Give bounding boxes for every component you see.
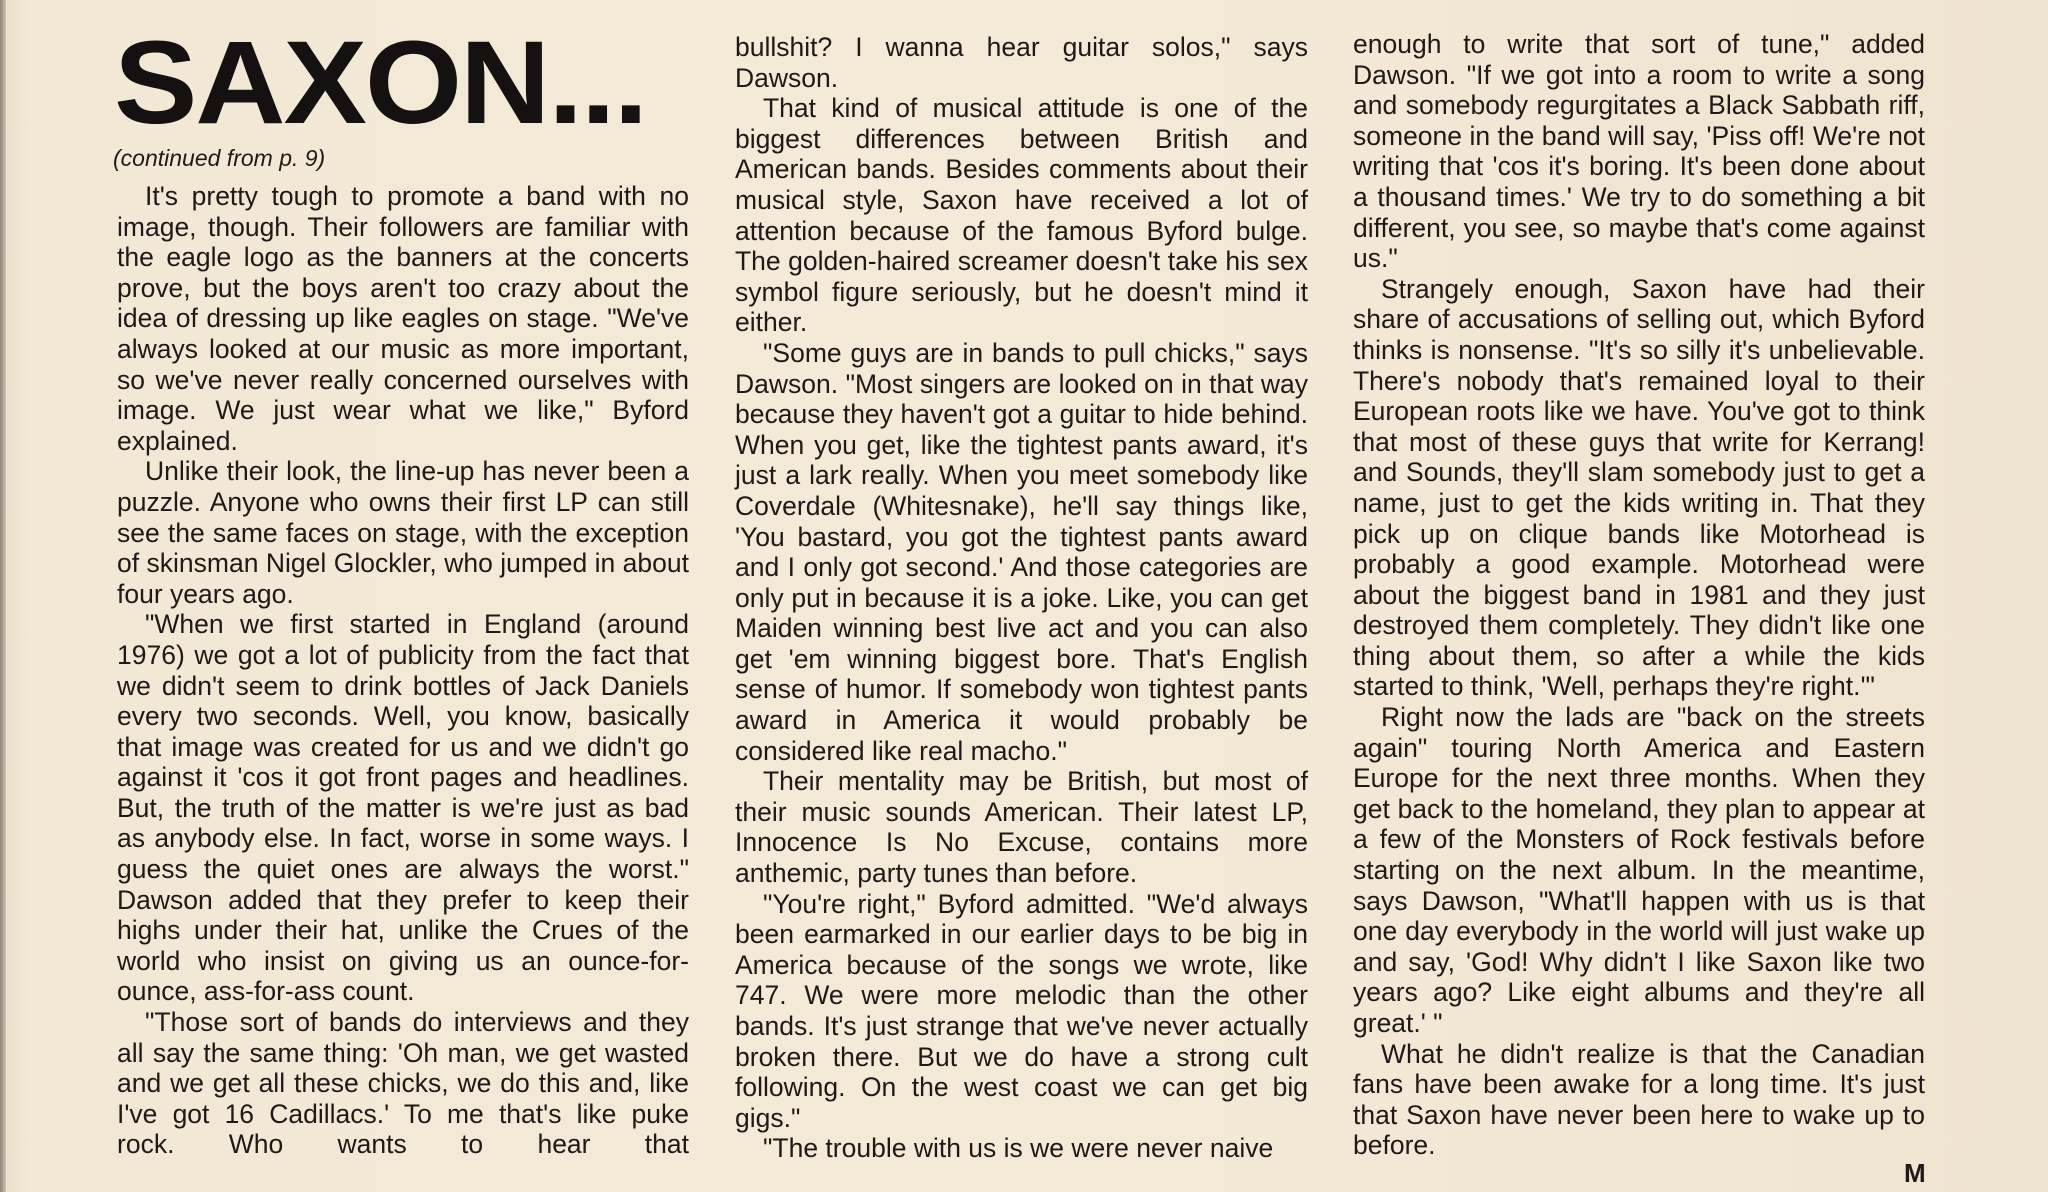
paragraph: "The trouble with us is we were never naive — [763, 1133, 1274, 1164]
text-column-2 — [735, 32, 1308, 1164]
paragraph: What he didn't realize is that the Canadian fans have been awake for a long time. It's just that Saxon have never been here to wake up to before. — [1353, 1038, 1925, 1161]
paragraph: Strangely enough, Saxon have had their share of accusations of selling out, which Byford thinks is nonsense. "It's so silly it's unbelievable. There's nobody that's remained loyal to their European roots like we have. You've got to think that most of these guys that write for Kerrang! and Sounds, they'll slam somebody just to get a name, just to get the kids writing in. That they pick up on clique bands like Motorhead is probably a good example. Motorhead were about the biggest band in 1981 and they just destroyed them completely. They didn't like one thing about them, so after a while the kids started to think, 'Well, perhaps they're right.'" — [1353, 273, 1925, 702]
text-column-3 — [1353, 29, 1925, 1161]
paragraph: Their mentality may be British, but most of their music sounds American. Their latest LP, Innocence Is No Excuse, contains more anthemic, party tunes than before. — [735, 766, 1308, 889]
paragraph: Right now the lads are "back on the streets again" touring North America and Eastern Europe for the next three months. When they get back to the homeland, they plan to appear at a few of the Monsters of Rock festivals before starting on the next album. In the meantime, says Dawson, "What'll happen with us is that one day everybody in the world will just wake up and say, 'God! Why didn't I like Saxon like two years ago? Like eight albums and they're all great.' " — [1353, 702, 1925, 1038]
page-binding-edge — [0, 0, 6, 1192]
paragraph: That kind of musical attitude is one of the biggest differences between British and American bands. Besides comments about their musical style, Saxon have received a lot of attention because of the famous Byford bulge. The golden-haired screamer doesn't take his sex symbol figure seriously, but he doesn't mind it either. — [735, 93, 1308, 338]
text-column-1 — [117, 181, 689, 1160]
paragraph: "You're right," Byford admitted. "We'd always been earmarked in our earlier days to be big in America because of the songs we wrote, like 747. We were more melodic than the other bands. It's just strange that we've never actually broken there. But we do have a strong cult following. On the west coast we can get big gigs." — [735, 888, 1308, 1133]
paragraph: "When we first started in England (around 1976) we got a lot of publicity from the fact that we didn't seem to drink bottles of Jack Daniels every two seconds. Well, you know, basically that image was created for us and we didn't go against it 'cos it got front pages and headlines. But, the truth of the matter is we're just as bad as anybody else. In fact, worse in some ways. I guess the quiet ones are always the worst." Dawson added that they prefer to keep their highs under their hat, unlike the Crues of the world who insist on giving us an ounce-for-ounce, ass-for-ass count. — [117, 609, 689, 1007]
paragraph: "Those sort of bands do interviews and they all say the same thing: 'Oh man, we get wasted and we get all these chicks, we do this and, like I've got 16 Cadillacs.' To me that's like puke rock. Who wants to hear that — [117, 1007, 689, 1160]
paragraph: enough to write that sort of tune," added Dawson. "If we got into a room to write a song and somebody regurgitates a Black Sabbath riff, someone in the band will say, 'Piss off! We're not writing that 'cos it's boring. It's been done about a thousand times.' We try to do something a bit different, you see, so maybe that's come against us." — [1353, 29, 1925, 274]
paragraph: It's pretty tough to promote a band with no image, though. Their followers are familiar with the eagle logo as the banners at the concerts prove, but the boys aren't too crazy about the idea of dressing up like eagles on stage. "We've always looked at our music as more important, so we've never really concerned ourselves with image. We just wear what we like," Byford explained. — [117, 181, 689, 456]
paragraph: "Some guys are in bands to pull chicks," says Dawson. "Most singers are looked on in that way because they haven't got a guitar to hide behind. When you get, like the tightest pants award, it's just a lark really. When you meet somebody like Coverdale (Whitesnake), he'll say things like, 'You bastard, you got the tightest pants award and I only got second.' And those categories are only put in because it is a joke. Like, you can get Maiden winning best live act and you can also get 'em winning biggest bore. That's English sense of humor. If somebody won tightest pants award in America it would probably be considered like real macho." — [735, 337, 1308, 766]
article-title: SAXON... — [114, 17, 647, 149]
end-mark: M — [1904, 1158, 1926, 1188]
paragraph: bullshit? I wanna hear guitar solos," says Dawson. — [735, 32, 1308, 93]
paragraph: Unlike their look, the line-up has never been a puzzle. Anyone who owns their first LP can still see the same faces on stage, with the exception of skinsman Nigel Glockler, who jumped in about four years ago. — [117, 456, 689, 609]
continued-note: (continued from p. 9) — [113, 145, 326, 171]
